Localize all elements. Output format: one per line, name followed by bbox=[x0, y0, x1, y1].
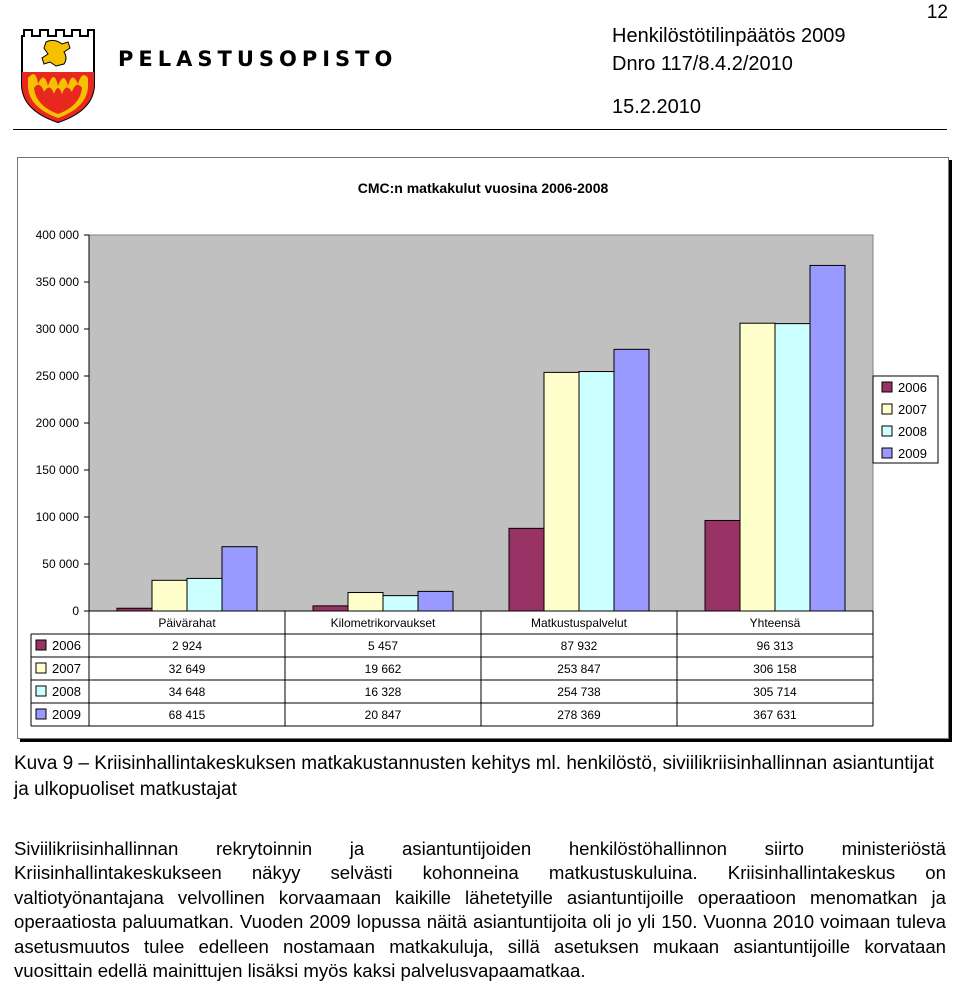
bar bbox=[705, 520, 740, 611]
bar bbox=[544, 372, 579, 611]
document-reference: Dnro 117/8.4.2/2010 bbox=[612, 53, 793, 75]
bar bbox=[187, 578, 222, 611]
x-tick-label: Yhteensä bbox=[749, 616, 801, 630]
x-tick-label: Matkustuspalvelut bbox=[530, 616, 628, 630]
y-tick-label: 350 000 bbox=[35, 275, 79, 289]
figure-caption: Kuva 9 – Kriisinhallintakeskuksen matkakustannusten kehitys ml. henkilöstö, siviilikriisinhallinnan asiantuntijat ja ulkopuoliset matkustajat bbox=[14, 753, 934, 800]
document-date: 15.2.2010 bbox=[612, 96, 701, 118]
table-series-label: 2009 bbox=[52, 707, 81, 722]
legend-swatch bbox=[882, 426, 892, 436]
data-label: 20 847 bbox=[364, 708, 402, 722]
document-header bbox=[612, 22, 846, 78]
legend-label: 2007 bbox=[898, 402, 927, 417]
data-label: 2 924 bbox=[171, 639, 203, 653]
data-label: 254 738 bbox=[557, 685, 601, 699]
table-series-label: 2006 bbox=[52, 638, 81, 653]
organization-name: PELASTUSOPISTO bbox=[118, 47, 398, 71]
bar bbox=[579, 372, 614, 611]
legend-swatch bbox=[882, 448, 892, 458]
y-tick-label: 250 000 bbox=[35, 369, 79, 383]
y-tick-label: 200 000 bbox=[35, 416, 79, 430]
data-label: 19 662 bbox=[364, 662, 402, 676]
bar bbox=[222, 547, 257, 611]
bar bbox=[810, 265, 845, 611]
y-tick-label: 0 bbox=[72, 604, 79, 618]
legend-label: 2006 bbox=[898, 380, 927, 395]
table-legend-swatch bbox=[36, 686, 46, 696]
data-label: 16 328 bbox=[364, 685, 402, 699]
x-tick-label: Päivärahat bbox=[158, 616, 216, 630]
legend-swatch bbox=[882, 382, 892, 392]
data-label: 278 369 bbox=[557, 708, 601, 722]
data-label: 68 415 bbox=[168, 708, 206, 722]
y-tick-label: 50 000 bbox=[42, 557, 79, 571]
document-title: Henkilöstötilinpäätös 2009 bbox=[612, 25, 846, 47]
table-series-label: 2008 bbox=[52, 684, 81, 699]
bar bbox=[509, 528, 544, 611]
data-label: 87 932 bbox=[560, 639, 598, 653]
y-tick-label: 400 000 bbox=[35, 228, 79, 242]
bar bbox=[383, 596, 418, 611]
legend-label: 2009 bbox=[898, 446, 927, 461]
y-tick-label: 100 000 bbox=[35, 510, 79, 524]
bar bbox=[418, 591, 453, 611]
data-label: 5 457 bbox=[367, 639, 399, 653]
bar bbox=[313, 606, 348, 611]
table-legend-swatch bbox=[36, 640, 46, 650]
bar bbox=[775, 324, 810, 611]
table-legend-swatch bbox=[36, 663, 46, 673]
legend-label: 2008 bbox=[898, 424, 927, 439]
bar bbox=[614, 349, 649, 611]
data-label: 306 158 bbox=[753, 662, 797, 676]
legend-swatch bbox=[882, 404, 892, 414]
chart-legend bbox=[873, 376, 938, 463]
data-table bbox=[31, 611, 873, 726]
data-label: 367 631 bbox=[753, 708, 797, 722]
y-tick-label: 150 000 bbox=[35, 463, 79, 477]
bar-chart bbox=[18, 158, 948, 738]
bar bbox=[117, 608, 152, 611]
data-label: 96 313 bbox=[756, 639, 794, 653]
data-label: 34 648 bbox=[168, 685, 206, 699]
bar bbox=[740, 323, 775, 611]
bar bbox=[348, 593, 383, 611]
chart-area bbox=[17, 157, 949, 739]
bar bbox=[152, 580, 187, 611]
data-label: 305 714 bbox=[753, 685, 797, 699]
table-legend-swatch bbox=[36, 709, 46, 719]
page-number: 12 bbox=[926, 2, 948, 23]
chart-title: CMC:n matkakulut vuosina 2006-2008 bbox=[357, 180, 609, 196]
data-label: 32 649 bbox=[168, 662, 206, 676]
header-divider bbox=[13, 129, 947, 130]
y-tick-label: 300 000 bbox=[35, 322, 79, 336]
x-tick-label: Kilometrikorvaukset bbox=[330, 616, 436, 630]
body-paragraph: Siviilikriisinhallinnan rekrytoinnin ja asiantuntijoiden henkilöstöhallinnon siirto ministeriöstä Kriisinhallintakeskukseen näkyy selvästi kohonneina matkustuskuluina. Kriisinhallintakeskus on valtiotyönantajana velvollinen korvaamaan kaikille lähetetyille asiantuntijoille operaatioon menomatkan ja operaatiosta paluumatkan. Vuoden 2009 lopussa näitä asiantuntijoita oli jo yli 150. Vuonna 2010 voimaan tuleva asetusmuutos tulee edelleen nostamaan matkakuluja, sillä asetuksen mukaan asiantuntijoille korvataan vuosittain edellä mainittujen lisäksi myös kaksi palvelusvapaamatkaa. bbox=[14, 838, 946, 982]
table-series-label: 2007 bbox=[52, 661, 81, 676]
coat-of-arms-logo bbox=[20, 28, 96, 124]
data-label: 253 847 bbox=[557, 662, 601, 676]
